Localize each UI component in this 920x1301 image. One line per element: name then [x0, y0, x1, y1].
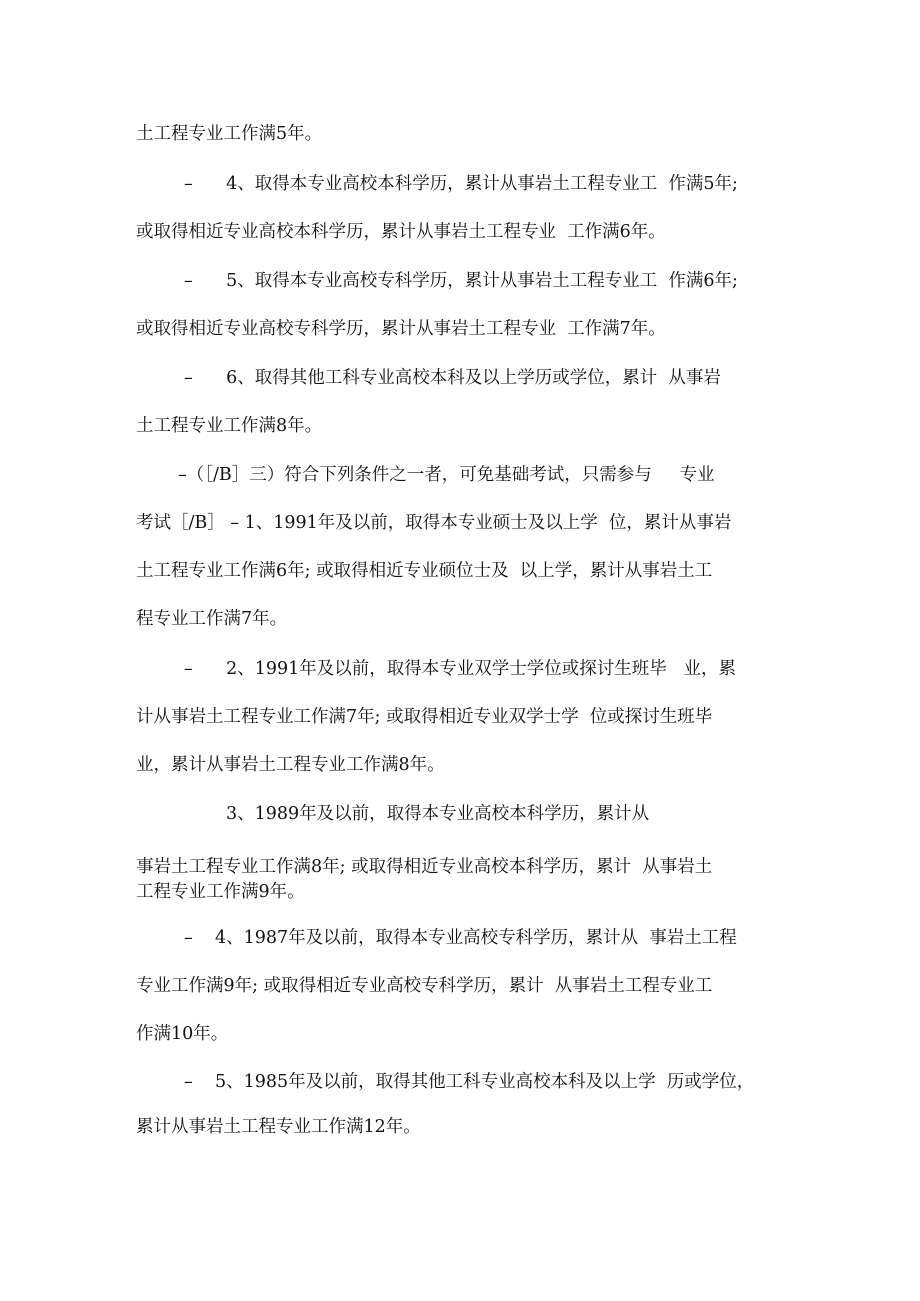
text-line: –（［/B］三）符合下列条件之一者，可免基础考试，只需参与 专业 [178, 465, 715, 485]
text-line: 作满10年。 [136, 1024, 229, 1044]
text-line: 累计从事岩土工程专业工作满12年。 [136, 1117, 421, 1137]
text-line: 计从事岩土工程专业工作满7年; 或取得相近专业双学士学 位或探讨生班毕 [136, 707, 713, 727]
text-line: – 4、取得本专业高校本科学历，累计从事岩土工程专业工 作满5年; [184, 174, 738, 194]
text-line: 土工程专业工作满5年。 [136, 124, 323, 144]
text-line: 土工程专业工作满6年; 或取得相近专业硕位士及 以上学，累计从事岩土工 [136, 561, 713, 581]
text-line: 业，累计从事岩土工程专业工作满8年。 [136, 755, 445, 775]
text-line: – 4、1987年及以前，取得本专业高校专科学历，累计从 事岩土工程 [184, 928, 737, 948]
text-line: 或取得相近专业高校专科学历，累计从事岩土工程专业 工作满7年。 [136, 319, 666, 339]
text-line: 或取得相近专业高校本科学历，累计从事岩土工程专业 工作满6年。 [136, 222, 666, 242]
text-line: – 2、1991年及以前，取得本专业双学士学位或探讨生班毕 业，累 [184, 659, 736, 679]
text-line: – 5、取得本专业高校专科学历，累计从事岩土工程专业工 作满6年; [184, 271, 738, 291]
text-line: 考试［/B］ – 1、1991年及以前，取得本专业硕士及以上学 位，累计从事岩 [136, 513, 732, 533]
text-line: 土工程专业工作满8年。 [136, 416, 323, 436]
text-line: – 5、1985年及以前，取得其他工科专业高校本科及以上学 历或学位， [184, 1072, 755, 1092]
text-line: 程专业工作满7年。 [136, 609, 288, 629]
text-line: 3、1989年及以前，取得本专业高校本科学历，累计从 [226, 804, 650, 824]
text-line: 事岩土工程专业工作满8年; 或取得相近专业高校本科学历，累计 从事岩土 [136, 857, 713, 877]
text-line: 专业工作满9年; 或取得相近专业高校专科学历，累计 从事岩土工程专业工 [136, 976, 713, 996]
text-line: 工程专业工作满9年。 [136, 882, 305, 902]
text-line: – 6、取得其他工科专业高校本科及以上学历或学位，累计 从事岩 [184, 368, 721, 388]
